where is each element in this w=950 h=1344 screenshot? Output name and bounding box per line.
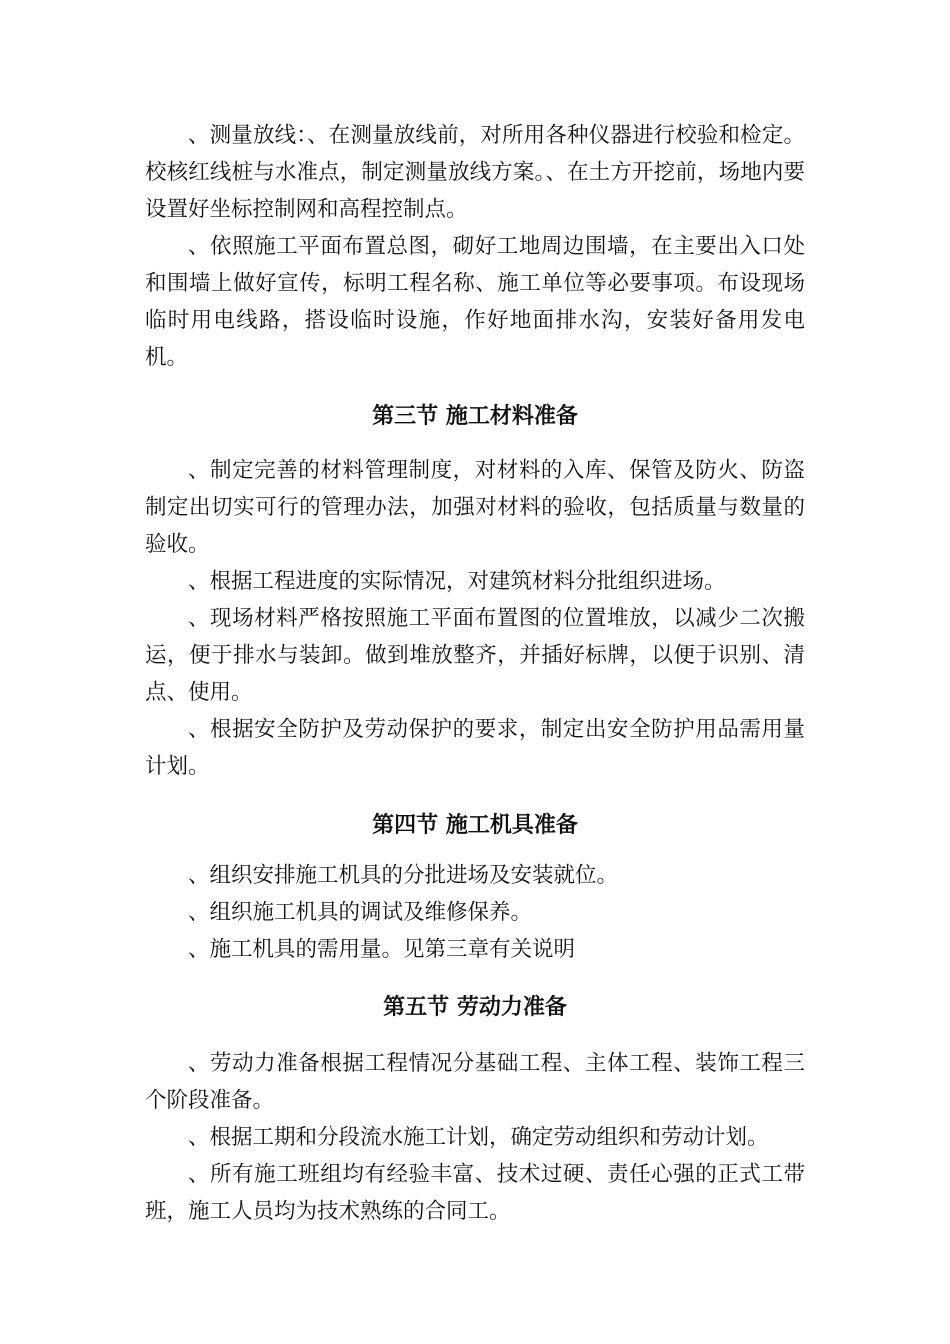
paragraph-site-layout: 、依照施工平面布置总图，砌好工地周边围墙，在主要出入口处和围墙上做好宣传，标明工程名称、施工单位等必要事项。布设现场临时用电线路，搭设临时设施，作好地面排水沟，安装好备用发电机。 xyxy=(145,234,805,370)
section-heading-machinery: 第四节 施工机具准备 xyxy=(372,813,578,838)
document-page xyxy=(145,117,805,1230)
paragraph-labor-stages: 、劳动力准备根据工程情况分基础工程、主体工程、装饰工程三个阶段准备。 xyxy=(145,1051,805,1113)
paragraph-material-management: 、制定完善的材料管理制度，对材料的入库、保管及防火、防盗制定出切实可行的管理办法，加强对材料的验收，包括质量与数量的验收。 xyxy=(145,458,805,557)
paragraph-material-storage: 、现场材料严格按照施工平面布置图的位置堆放，以减少二次搬运，便于排水与装卸。做到堆放整齐，并插好标牌，以便于识别、清点、使用。 xyxy=(145,606,805,705)
section-heading-labor: 第五节 劳动力准备 xyxy=(383,995,567,1020)
paragraph-labor-teams: 、所有施工班组均有经验丰富、技术过硬、责任心强的正式工带班，施工人员均为技术熟练的合同工。 xyxy=(145,1162,805,1224)
paragraph-material-batches: 、根据工程进度的实际情况，对建筑材料分批组织进场。 xyxy=(188,569,726,594)
section-heading-materials: 第三节 施工材料准备 xyxy=(372,404,578,429)
paragraph-safety-plan: 、根据安全防护及劳动保护的要求，制定出安全防护用品需用量计划。 xyxy=(145,717,805,779)
paragraph-survey-layout: 、测量放线：、在测量放线前，对所用各种仪器进行校验和检定。校核红线桩与水准点，制定测量放线方案。、在土方开挖前，场地内要设置好坐标控制网和高程控制点。 xyxy=(145,123,805,222)
paragraph-machinery-maintenance: 、组织施工机具的调试及维修保养。 xyxy=(188,900,533,925)
paragraph-labor-plan: 、根据工期和分段流水施工计划，确定劳动组织和劳动计划。 xyxy=(188,1125,769,1150)
paragraph-machinery-quantity: 、施工机具的需用量。见第三章有关说明 xyxy=(188,937,576,962)
paragraph-machinery-entry: 、组织安排施工机具的分批进场及安装就位。 xyxy=(188,863,619,888)
